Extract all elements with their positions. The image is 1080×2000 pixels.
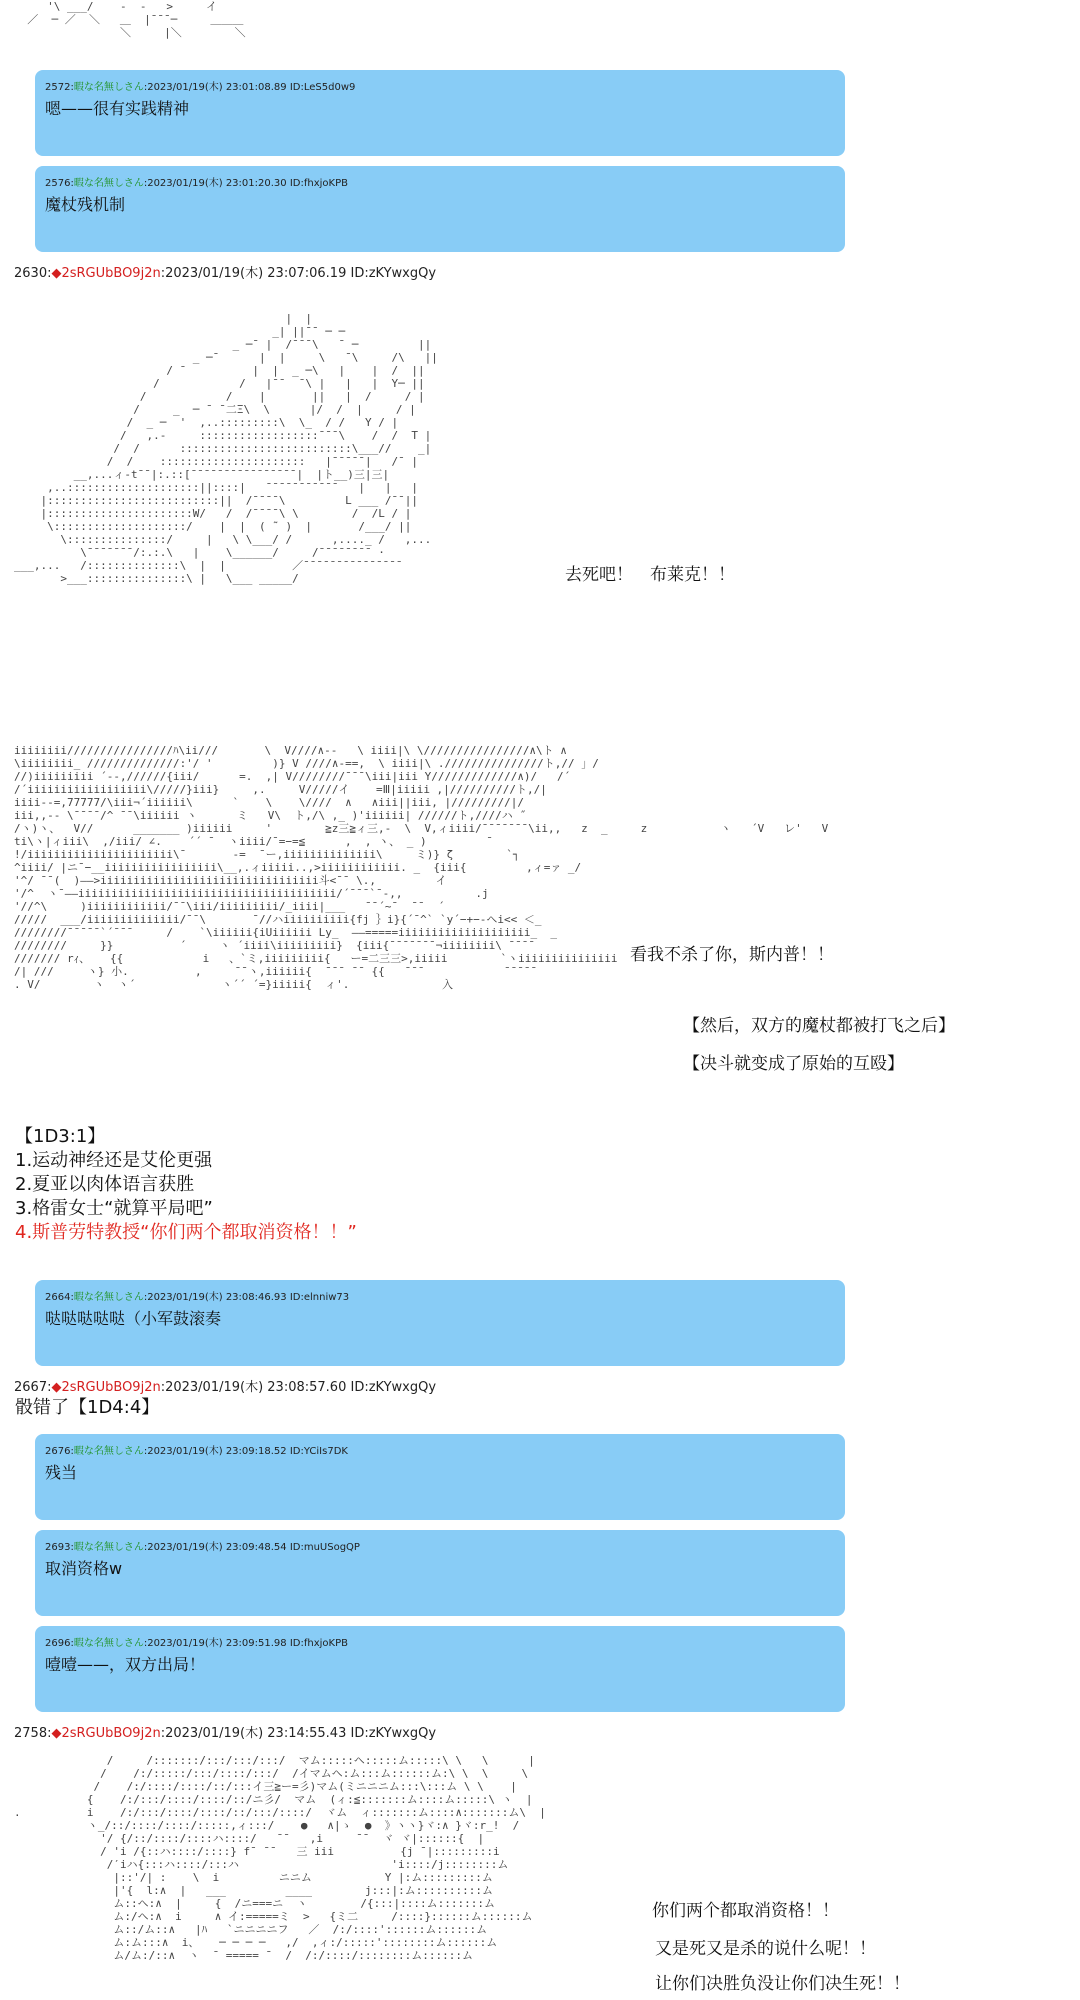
- misroll-note: 骰错了【1D4:4】: [15, 1397, 160, 1418]
- dice-option: 2.夏亚以肉体语言获胜: [15, 1174, 195, 1195]
- dialogue-line: 看我不杀了你，斯内普！！: [630, 945, 834, 965]
- author-post-header: 2667:◆2sRGUbBO9j2n:2023/01/19(木) 23:08:57.60 ID:zKYwxgQy: [14, 1380, 437, 1395]
- post-body: 嗯——很有实践精神: [45, 99, 190, 118]
- post-header: 2664:暇な名無しさん:2023/01/19(木) 23:08:46.93 ID:elnniw73: [45, 1292, 350, 1303]
- dialogue-line: 去死吧！ 布莱克！！: [565, 565, 735, 585]
- reply-post: [35, 1530, 845, 1616]
- post-body: 噎噎——，双方出局！: [45, 1655, 206, 1674]
- reply-post: [35, 166, 845, 252]
- post-header: 2576:暇な名無しさん:2023/01/19(木) 23:01:20.30 ID:fhxjoKPB: [45, 178, 348, 189]
- dialogue-line: 你们两个都取消资格！！: [652, 1901, 839, 1921]
- post-body: 残当: [45, 1463, 78, 1482]
- author-post-header: 2630:◆2sRGUbBO9j2n:2023/01/19(木) 23:07:06.19 ID:zKYwxgQy: [14, 266, 437, 281]
- ascii-art-scene-2: iiiiiiii////////////////ﾊ\ii/// \ V////∧-- \ iiii|\ \////////////////∧\ト ∧ \iiiiiiii_ //////////////:'/ ' )} V ////∧-==, \ iiii|\ .///////////////ト,// 」/ //)iiiiiiiii ´--,//////{iii/ =. ,| V////////¯¯¯\iii|iii Y/////////////∧)/ /´ /´iiiiiiiiiiiiiiiiii\/////}iii} ,. V/////イ =Ⅲ|iiiii ,|//////////ト,/| iiii--=,77777/\iii¬´iiiiii\ ` \ \//// ∧ ∧iii||iii, |/////////|/ iii,,-- \¯¯¯¯/^ ¯¯\iiiiii ヽ ミ V\ ト,/\ ,_ )'iiiiii| //////ト,////ハ ˝ /ヽ)ヽ、 V// _______ )iiiiii ' ≧z三≧ィ三,- \ V,ィiiii/¯¯¯¯¯¯¯\ii,, z _ z ヽ ´V レ' V ti\ヽ|ィiii\ ,/iii/ ∠. ´´ ¯ ヽiiii/¯=−=≦ , , ヽ、 _ ) ¯ !/iiiiiiiiiiiiiiiiiiiiii\¯ -= ¯ー,iiiiiiiiiiiiii\ ミ)} ζ `┐ ^iiii/ |ニ¯−__iiiiiiiiiiiiiiiii\__,.ィiiiii..,>iiiiiiiiiiii. _ {iii{ ,ィ=ァ _/ '^/ ¯¯( )——>iiiiiiiiiiiiiiiiiiiiiiiiiiiiiiiii斗<¯¯ \., イ '/^ ヽ¯——iiiiiiiiiiiiiiiiiiiiiiiiiiiiiiiiiiiiiii/´¯¯¯`¯-,, .j '//^\ )iiiiiiiiiiii/¯¯\iii/iiiiiiiii/_iiii|___ ¯¯´~¯ ¯¯ ´ ///// ___/iiiiiiiiiiiiii/¯¯\ ¯//ハiiiiiiiiii{fj ｝i}{´¯^` `y´−+−-ヘi<< ＜_ ////////¯¯¯¯¯`´¯¯¯ / `\iiiiii{iUiiiiii Ly_ ——=====iiiiiiiiiiiiiiiiiiii_ _ //////// }} ´ ヽ ´iiii\iiiiiiiii} {iii{¯¯¯¯¯¯¯¬iiiiiiii\ ¯¯¯¯ /////// rｨ、 {{ i 、`ミ,iiiiiiiii{ ー=二三三>,iiiii `ヽiiiiiiiiiiiiiii /| /// ヽ} 小. , ¯¯ヽ,iiiiii{ ¯¯¯ ¯¯ {{ ¯¯¯ ¯¯¯¯¯ . V/ ヽ ヽ´ ヽ´´ ´=}iiiii{ ィ'. 入: [14, 744, 829, 991]
- narration-line: 【决斗就变成了原始的互殴】: [683, 1054, 904, 1074]
- post-body: 取消资格w: [45, 1559, 123, 1578]
- reply-post: [35, 1434, 845, 1520]
- post-header: 2572:暇な名無しさん:2023/01/19(木) 23:01:08.89 ID:LeS5d0w9: [45, 82, 356, 93]
- post-header: 2696:暇な名無しさん:2023/01/19(木) 23:09:51.98 ID:fhxjoKPB: [45, 1638, 348, 1649]
- reply-post: [35, 1626, 845, 1712]
- post-header: 2693:暇な名無しさん:2023/01/19(木) 23:09:48.54 ID:muUSogQP: [45, 1542, 360, 1553]
- post-body: 魔杖残机制: [45, 195, 126, 214]
- reply-post: [35, 1280, 845, 1366]
- post-body: 哒哒哒哒哒（小军鼓滚奏: [45, 1309, 222, 1328]
- post-header: 2676:暇な名無しさん:2023/01/19(木) 23:09:18.52 ID:YCiIs7DK: [45, 1446, 348, 1457]
- dialogue-line: 又是死又是杀的说什么呢！！: [655, 1939, 876, 1959]
- dice-option: 3.格雷女士“就算平局吧”: [15, 1198, 213, 1219]
- dice-option-selected: 4.斯普劳特教授“你们两个都取消资格！！”: [15, 1222, 357, 1243]
- narration-line: 【然后，双方的魔杖都被打飞之后】: [683, 1016, 955, 1036]
- dialogue-line: 让你们决胜负没让你们决生死！！: [655, 1974, 910, 1994]
- dice-title: 【1D3:1】: [15, 1126, 106, 1147]
- author-post-header: 2758:◆2sRGUbBO9j2n:2023/01/19(木) 23:14:55.43 ID:zKYwxgQy: [14, 1726, 437, 1741]
- ascii-art-fragment-top: '\ ___/ - - > イ ／ ─ ／ ＼ ＿ |¯¯¯─ ＿＿＿ ＼ |＼ ＼: [27, 0, 246, 39]
- ascii-art-scene-1: | | _| ||¯¯ ─ ─ _ ─¯ | /¯¯¯\ ¯ ─ || _ ─¯ | | \ ¯\ /\ || / ¯ | | _ ─\ | | / || / / |¯¯ ¯\ | | | Y─ || / / | || | / / | / _ ─ ¯ ¯二Ξ\ \ |/ / | / | / _ ─ ' ,..:::::::::\ \_ / / Y / | / ,.- ::::::::::::::::::¯¯¯\ / / T | / / ::::::::::::::::::::::::::\___// _| / / :::::::::::::::::::::: |¯¯¯¯¯| /¯ | __,...ィ-t¯¯|:.::[¯¯¯¯¯¯¯¯¯¯¯¯¯¯¯¯| |ト__)三|三| ,..::::::::::::::::::::||::::| ¯¯¯¯¯¯¯¯¯¯¯ | | | |::::::::::::::::::::::::::|| /¯¯¯¯\ L ___ /¯¯|| |::::::::::::::::::::::W/ / /¯¯¯¯\ \ / /L / | \::::::::::::::::::::/ | | ( ˜ ) | /___/ || \:::::::::::::::/ | \ \___/ / ,...._ / ,... \¯¯¯¯¯¯¯/:.:.\ | \______/ /¯¯¯¯¯¯¯¯ · ___,... /::::::::::::::\ | | ／¯¯¯¯¯¯¯¯¯¯¯¯¯¯¯ >___:::::::::::::::\ | \___ _____/: [14, 312, 438, 585]
- ascii-art-scene-3: / /:::::::/:::/:::/:::/ マム:::::ヘ:::::ム:::::\ \ \ | / /:/:::::/:::/::::/:::/ /イマムヘ:ム:::ム::::::ム:\ \ \ \ / /:/::::/::::/::/:::イ三≧ー=彡)マム(ミニニニム:::\:::ム \ \ | { /:/:::/::::/::::/::/ニ彡/ マム (ィ:≦:::::::ム::::ム:::::\ ヽ | . i /:/:::/::::/::::/::/:::/::::/ ヾム ィ:::::::ム::::∧:::::::ム\ | ヽ_/::/::::/::::/:::::,ィ:::/ ● ∧|ゝ ● 》ヽヽ}ヾ:∧ }ヾ:r_! / '/ {/::/::::/::::ハ::::/ ¯¯ ,i ¯¯ ヾ ヾ|::::::{ | / 'i /{::ハ::::/::::} f¯ ¯¯ 三 iii {j ¯|:::::::::i /′iハ{:::ハ::::/:::ハ 'i::::/j::::::::ム |::'/| : \ i ニニム Y |:ム:::::::::ム |'{ l:∧ | ___ ____ j:::|:ム::::::::::ム ム::ヘ:∧ | { /ニ===ニ ヽ /{:::|::::ム:::::::ム ム:/ヘ:∧ i ∧ イ:=====ミ > {ミ二 /::::}::::::ム::::::ム ム::/ム::∧ |ﾊ `ニニニニフ ／ /:/::::'::::::ム::::::ム ム:ム:::∧ i、 ─ ─ ─ ─ ,/ ,ィ:/:::::'::::::::ム::::::ム ム/ム:/::∧ ヽ ¯ ===== ¯ / /:/::::/::::::::ム::::::ム: [14, 1754, 546, 1962]
- reply-post: [35, 70, 845, 156]
- dice-option: 1.运动神经还是艾伦更强: [15, 1150, 213, 1171]
